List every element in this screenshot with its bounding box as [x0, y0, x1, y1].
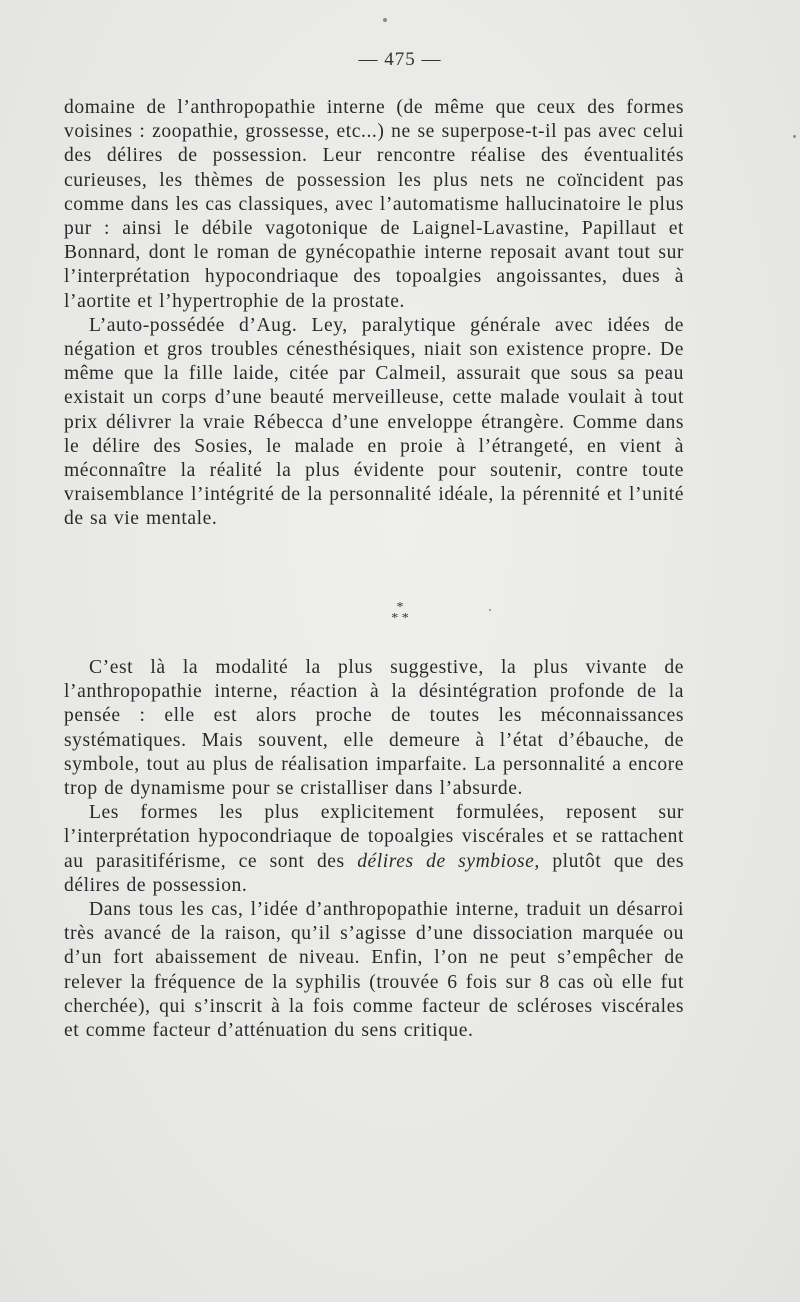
emphasized-term: délires de symbiose, — [357, 850, 540, 872]
page-number: — 475 — — [358, 49, 442, 70]
section-separator-asterism — [0, 602, 800, 624]
paragraph-text: plutôt que des délires de possession. — [64, 850, 684, 896]
text-section-2 — [64, 656, 684, 1043]
asterism-top: * — [396, 600, 404, 615]
paragraph: C’est là la modalité la plus suggestive, la plus vivante de l’anthropopathie interne, réaction à la désintégration profonde de la pensée : elle est alors proche de toutes les méconnaissances systématiques. Mais souvent, elle demeure à l’état d’ébauche, de symbole, tout au plus de réalisation imparfaite. La personnalité a encore trop de dynamisme pour se cristalliser dans l’absurde. — [64, 657, 684, 800]
paragraph: domaine de l’anthropopathie interne (de même que ceux des formes voisines : zoopathie, grossesse, etc...) ne se superpose-t-il pas avec celui des délires de possession. Leur rencontre réalise des éventualités curieuses, les thèmes de possession les plus nets ne coïncident pas comme dans les cas classiques, avec l’automatisme hallucinatoire le plus pur : ainsi le débile vagotonique de Laignel-Lavastine, Papillaut et Bonnard, dont le roman de gynécopathie interne reposait avant tout sur l’interprétation hypocondriaque des topoalgies angoissantes, dues à l’aortite et l’hypertrophie de la prostate. — [64, 97, 684, 312]
print-speck — [793, 135, 796, 138]
print-speck — [383, 18, 387, 22]
paragraph — [64, 801, 684, 898]
paragraph: L’auto-possédée d’Aug. Ley, paralytique générale avec idées de négation et gros troubles cénesthésiques, niait son existence propre. De même que la fille laide, citée par Calmeil, assurait que sous sa peau existait un corps d’une beauté merveilleuse, cette malade voulait à tout prix délivrer la vraie Rébecca d’une enveloppe étrangère. Comme dans le délire des Sosies, le malade en proie à l’étrangeté, en vient à méconnaître la réalité la plus évidente pour soutenir, contre toute vraisemblance l’intégrité de la personnalité idéale, la pérennité et l’unité de sa vie mentale. — [64, 314, 684, 530]
asterism-bottom: * * — [391, 611, 409, 626]
text-section-1 — [64, 96, 684, 532]
paragraph: Dans tous les cas, l’idée d’anthropopathie interne, traduit un désarroi très avancé de la raison, qu’il s’agisse d’une dissociation marquée ou d’un fort abaissement de niveau. Enfin, l’on ne peut s’empêcher de relever la fréquence de la syphilis (trouvée 6 fois sur 8 cas où elle fut cherchée), qui s’inscrit à la fois comme facteur de scléroses viscérales et comme facteur d’atténuation du sens critique. — [64, 899, 684, 1042]
paragraph-text: Les formes les plus explicitement formulées, reposent sur l’interprétation hypocondriaque de topoalgies viscérales et se rattachent au parasitiférisme, ce sont des — [64, 802, 684, 872]
